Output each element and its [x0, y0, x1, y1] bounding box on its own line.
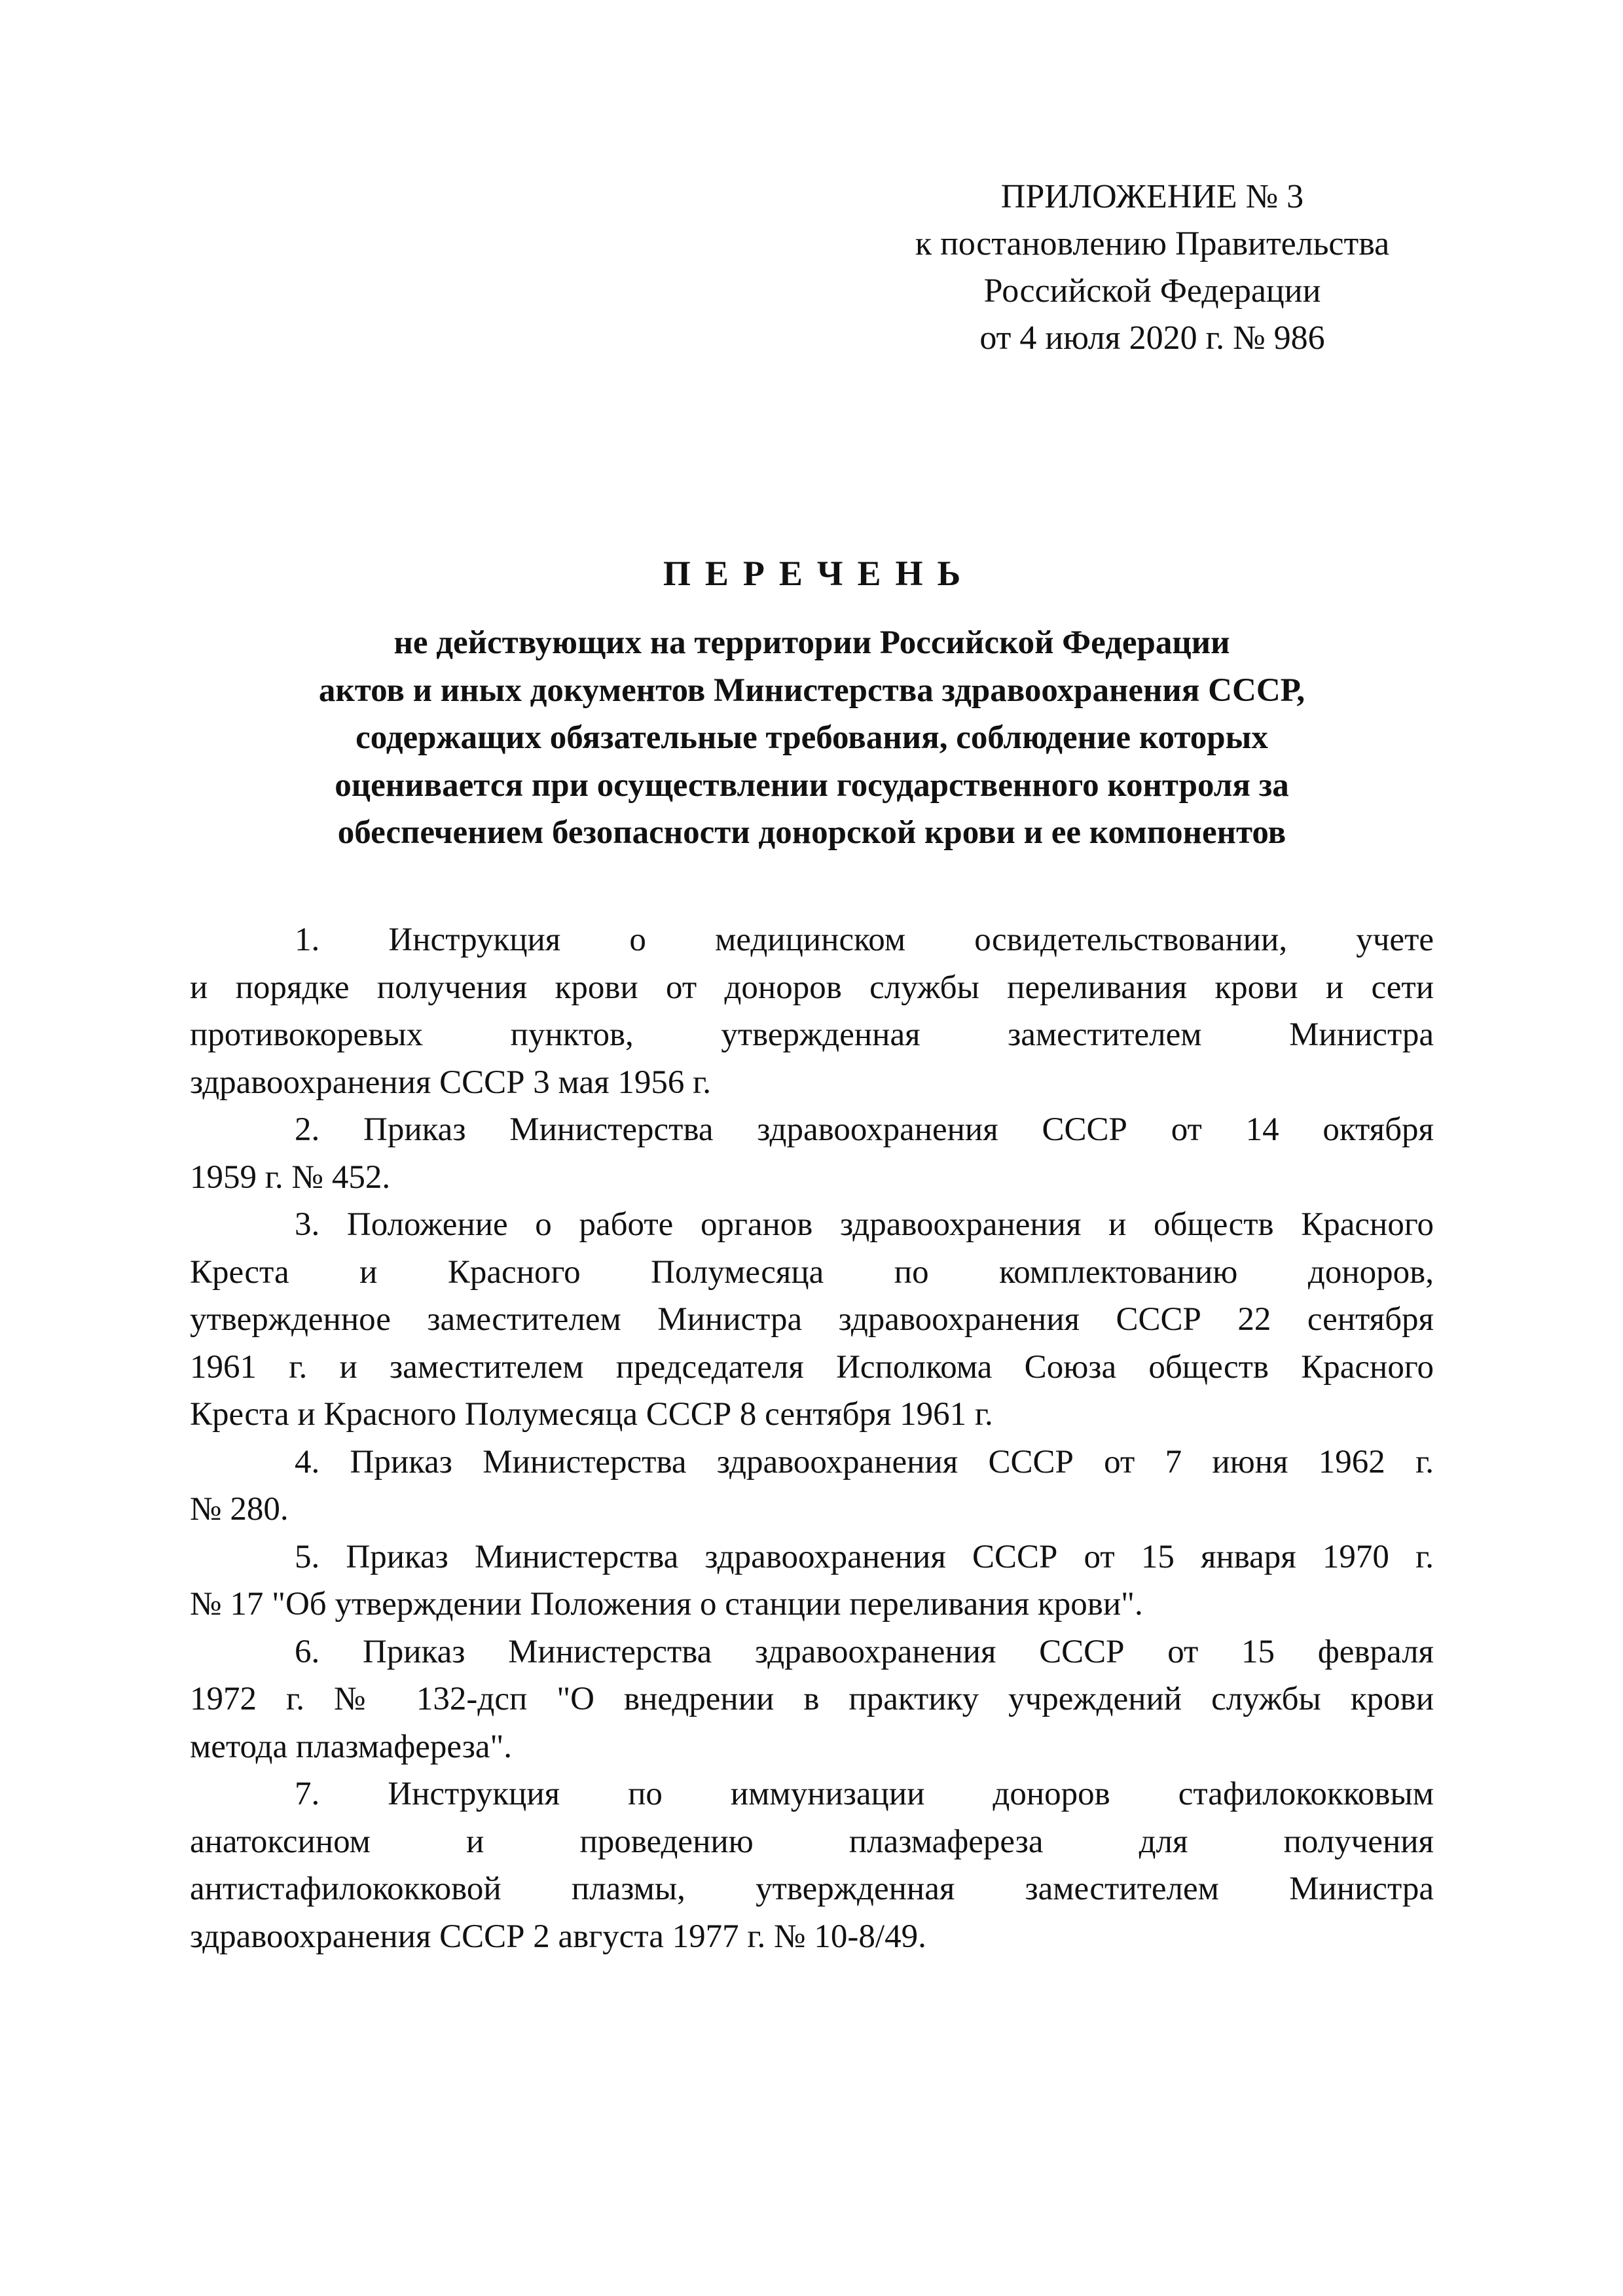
- list-item-line: 1961 г. и заместителем председателя Исполкома Союза обществ Красного: [190, 1348, 1434, 1386]
- list-item: [190, 1770, 1434, 1960]
- list-item-line: метода плазмафереза".: [190, 1728, 513, 1765]
- list-item-line: 4. Приказ Министерства здравоохранения СССР от 7 июня 1962 г.: [295, 1443, 1434, 1480]
- list-item-line: 3. Положение о работе органов здравоохранения и обществ Красного: [295, 1206, 1434, 1243]
- list-item: [190, 1106, 1434, 1201]
- appendix-header: [845, 173, 1460, 362]
- document-list: [190, 916, 1434, 1960]
- list-item-line: 2. Приказ Министерства здравоохранения СССР от 14 октября: [295, 1111, 1434, 1148]
- list-item: [190, 916, 1434, 1106]
- list-item-line: Креста и Красного Полумесяца по комплектованию доноров,: [190, 1253, 1434, 1291]
- list-item-line: 5. Приказ Министерства здравоохранения СССР от 15 января 1970 г.: [295, 1538, 1434, 1575]
- list-item-line: 1. Инструкция о медицинском освидетельствовании, учете: [295, 922, 1434, 958]
- list-item-line: анатоксином и проведению плазмафереза для получения: [190, 1823, 1434, 1860]
- list-item-line: Креста и Красного Полумесяца СССР 8 сентября 1961 г.: [190, 1396, 993, 1433]
- subtitle-line: не действующих на территории Российской Федерации: [393, 624, 1230, 661]
- list-item: [190, 1201, 1434, 1439]
- list-item-line: № 17 "Об утверждении Положения о станции переливания крови".: [190, 1586, 1143, 1623]
- list-item-line: здравоохранения СССР 2 августа 1977 г. № 10-8/49.: [190, 1918, 926, 1955]
- list-item-line: здравоохранения СССР 3 мая 1956 г.: [190, 1064, 711, 1101]
- list-item: [190, 1628, 1434, 1771]
- appendix-date-number: от 4 июля 2020 г. № 986: [979, 319, 1325, 357]
- list-item: [190, 1534, 1434, 1628]
- list-item-line: 1972 г. № 132-дсп "О внедрении в практику учреждений службы крови: [190, 1681, 1434, 1717]
- appendix-reference: к постановлению Правительства: [915, 225, 1390, 262]
- list-item-line: 1959 г. № 452.: [190, 1158, 391, 1196]
- subtitle-line: оценивается при осуществлении государственного контроля за: [335, 766, 1289, 804]
- subtitle-line: содержащих обязательные требования, соблюдение которых: [356, 719, 1268, 756]
- appendix-number: ПРИЛОЖЕНИЕ № 3: [1000, 178, 1304, 215]
- title-block: [190, 550, 1434, 857]
- subtitle-line: обеспечением безопасности донорской крови и ее компонентов: [337, 814, 1286, 851]
- list-item-line: утвержденное заместителем Министра здравоохранения СССР 22 сентября: [190, 1301, 1434, 1338]
- appendix-issuer: Российской Федерации: [983, 272, 1321, 310]
- subtitle-line: актов и иных документов Министерства здравоохранения СССР,: [318, 672, 1305, 709]
- list-item-line: № 280.: [190, 1491, 289, 1528]
- list-item-line: и порядке получения крови от доноров службы переливания крови и сети: [190, 969, 1434, 1006]
- list-item-line: антистафилококковой плазмы, утвержденная заместителем Министра: [190, 1871, 1434, 1907]
- list-item-line: противокоревых пунктов, утвержденная заместителем Министра: [190, 1016, 1434, 1053]
- list-item: [190, 1439, 1434, 1534]
- list-item-line: 7. Инструкция по иммунизации доноров стафилококковым: [295, 1776, 1434, 1812]
- document-title: ПЕРЕЧЕНЬ: [663, 554, 976, 593]
- list-item-line: 6. Приказ Министерства здравоохранения СССР от 15 февраля: [295, 1633, 1434, 1670]
